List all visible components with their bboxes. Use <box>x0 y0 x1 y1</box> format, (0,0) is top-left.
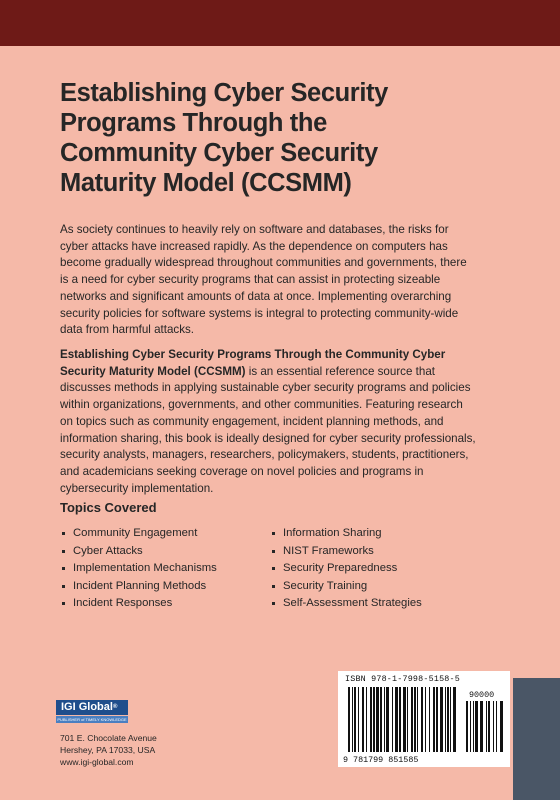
ean-bars <box>348 687 456 752</box>
barcode-bar <box>480 701 483 752</box>
barcode-bar <box>348 687 350 752</box>
topic-label: Security Training <box>283 579 368 592</box>
barcode-bar <box>450 687 451 752</box>
barcode-bar <box>366 687 367 752</box>
paragraph-line: information sharing, this book is ideally designed for cyber security professionals, <box>60 431 476 445</box>
barcode-bar <box>421 687 423 752</box>
barcode-bar <box>486 701 487 752</box>
bullet-icon <box>272 585 275 588</box>
book-title-bold: Security Maturity Model (CCSMM) <box>60 364 246 378</box>
barcode-bar <box>358 687 359 752</box>
topic-item <box>272 560 422 578</box>
barcode-bar <box>445 687 446 752</box>
barcode-bar <box>399 687 401 752</box>
paragraph-line: networks and significant amounts of data at once. Implementing overarching <box>60 289 452 303</box>
topic-label: Incident Planning Methods <box>73 579 207 592</box>
topic-item <box>272 578 422 596</box>
topic-label: Cyber Attacks <box>73 544 143 557</box>
barcode-bar <box>496 701 497 752</box>
topic-label: Self-Assessment Strategies <box>283 597 422 609</box>
barcode-bar <box>376 687 379 752</box>
barcode-bar <box>417 687 418 752</box>
topic-item <box>272 525 422 543</box>
bullet-icon <box>62 567 65 570</box>
paragraph-line: As society continues to heavily rely on software and databases, the risks for <box>60 223 449 236</box>
paragraph-line: security policies for software systems is integral to protecting community-wide <box>60 306 459 320</box>
logo-wordmark <box>56 700 128 715</box>
barcode-bar <box>373 687 375 752</box>
bullet-icon <box>272 567 275 570</box>
title-line: Maturity Model (CCSMM) <box>60 169 352 197</box>
topic-item <box>272 595 422 613</box>
paragraph-line: security analysts, managers, researchers, policymakers, students, practitioners, <box>60 448 469 462</box>
barcode-bar <box>384 687 385 752</box>
paragraph-text: is an essential reference source that <box>245 364 435 378</box>
paragraph-line <box>60 347 500 364</box>
barcode-graphic <box>338 671 510 767</box>
paragraph-line: become gradually widespread throughout communities and governments, there <box>60 256 467 270</box>
barcode-bar <box>425 687 426 752</box>
address-street: 701 E. Chocolate Avenue <box>60 733 157 743</box>
topic-label: Security Preparedness <box>283 562 398 574</box>
barcode-bar <box>354 687 356 752</box>
title-line: Community Cyber Security <box>60 139 378 167</box>
registered-mark-icon: ® <box>112 704 118 710</box>
publisher-logo <box>56 700 128 726</box>
barcode-bar <box>380 687 382 752</box>
topic-label: Incident Responses <box>73 597 173 609</box>
barcode-bar <box>411 687 413 752</box>
barcode-bar <box>352 687 353 752</box>
top-color-band <box>0 0 560 46</box>
topic-item <box>62 595 217 613</box>
topics-list-right <box>272 525 422 613</box>
barcode-bar <box>475 701 478 752</box>
barcode-bar <box>447 687 449 752</box>
barcode-bar <box>407 687 408 752</box>
logo-text: IGI Global <box>61 701 113 713</box>
publisher-address <box>60 732 157 768</box>
barcode-bar <box>386 687 389 752</box>
paragraph-line: discusses methods in applying sustainable cyber security programs and policies <box>60 381 471 395</box>
bullet-icon <box>272 550 275 553</box>
barcode-bar <box>395 687 398 752</box>
logo-tagline: PUBLISHER of TIMELY KNOWLEDGE <box>57 717 127 722</box>
address-city: Hershey, PA 17033, USA <box>60 745 156 755</box>
price-code: 90000 <box>469 690 495 700</box>
bullet-icon <box>62 585 65 588</box>
topic-item <box>62 543 217 561</box>
barcode-bar <box>414 687 416 752</box>
barcode-bar <box>488 701 490 752</box>
paragraph-line: data from harmful attacks. <box>60 323 195 337</box>
barcode-bar <box>493 701 494 752</box>
topics-list-left <box>62 525 217 613</box>
paragraph-line <box>60 364 500 381</box>
price-addon-bars <box>466 701 503 752</box>
barcode-bar <box>440 687 443 752</box>
book-title-bold: Establishing Cyber Security Programs Through the Community Cyber <box>60 348 446 361</box>
description-paragraph-1 <box>60 222 500 339</box>
bullet-icon <box>62 532 65 535</box>
barcode-bar <box>473 701 474 752</box>
barcode-bar <box>436 687 438 752</box>
barcode-bar <box>433 687 435 752</box>
topic-item <box>62 560 217 578</box>
bullet-icon <box>62 602 65 605</box>
barcode-bar <box>466 701 468 752</box>
publisher-website: www.igi-global.com <box>60 757 134 767</box>
topic-label: Implementation Mechanisms <box>73 562 217 574</box>
topic-item <box>62 578 217 596</box>
topic-label: NIST Frameworks <box>283 544 374 557</box>
bullet-icon <box>272 532 275 535</box>
barcode-bar <box>453 687 456 752</box>
topic-label: Community Engagement <box>73 527 198 539</box>
bullet-icon <box>272 602 275 605</box>
topic-item <box>62 525 217 543</box>
description-paragraph-2 <box>60 347 500 497</box>
barcode-bar <box>470 701 471 752</box>
barcode-bar <box>362 687 364 752</box>
bullet-icon <box>62 550 65 553</box>
side-edge-tab <box>513 678 560 800</box>
barcode-bar <box>429 687 430 752</box>
title-line: Programs Through the <box>60 109 327 137</box>
paragraph-line: cybersecurity implementation. <box>60 481 214 495</box>
barcode-bar <box>392 687 393 752</box>
ean-number: 9 781799 851585 <box>343 755 419 765</box>
topic-label: Information Sharing <box>283 527 382 539</box>
barcode-bar <box>500 701 503 752</box>
barcode-bar <box>370 687 372 752</box>
isbn-barcode <box>338 671 510 767</box>
topic-item <box>272 543 422 561</box>
paragraph-line: on topics such as community engagement, incident planning methods, and <box>60 414 444 428</box>
book-title <box>60 78 460 198</box>
paragraph-line: is a need for cyber security programs that can assist in protecting sizeable <box>60 273 441 287</box>
paragraph-line: and academicians seeking coverage on novel policies and programs in <box>60 464 424 478</box>
isbn-label: ISBN 978-1-7998-5158-5 <box>345 674 460 684</box>
paragraph-line: within organizations, governments, and other communities. Featuring research <box>60 398 463 412</box>
topics-heading: Topics Covered <box>60 500 157 515</box>
barcode-bar <box>403 687 406 752</box>
paragraph-line: cyber attacks have increased rapidly. As the dependence on computers has <box>60 239 448 253</box>
title-line: Establishing Cyber Security <box>60 79 388 107</box>
